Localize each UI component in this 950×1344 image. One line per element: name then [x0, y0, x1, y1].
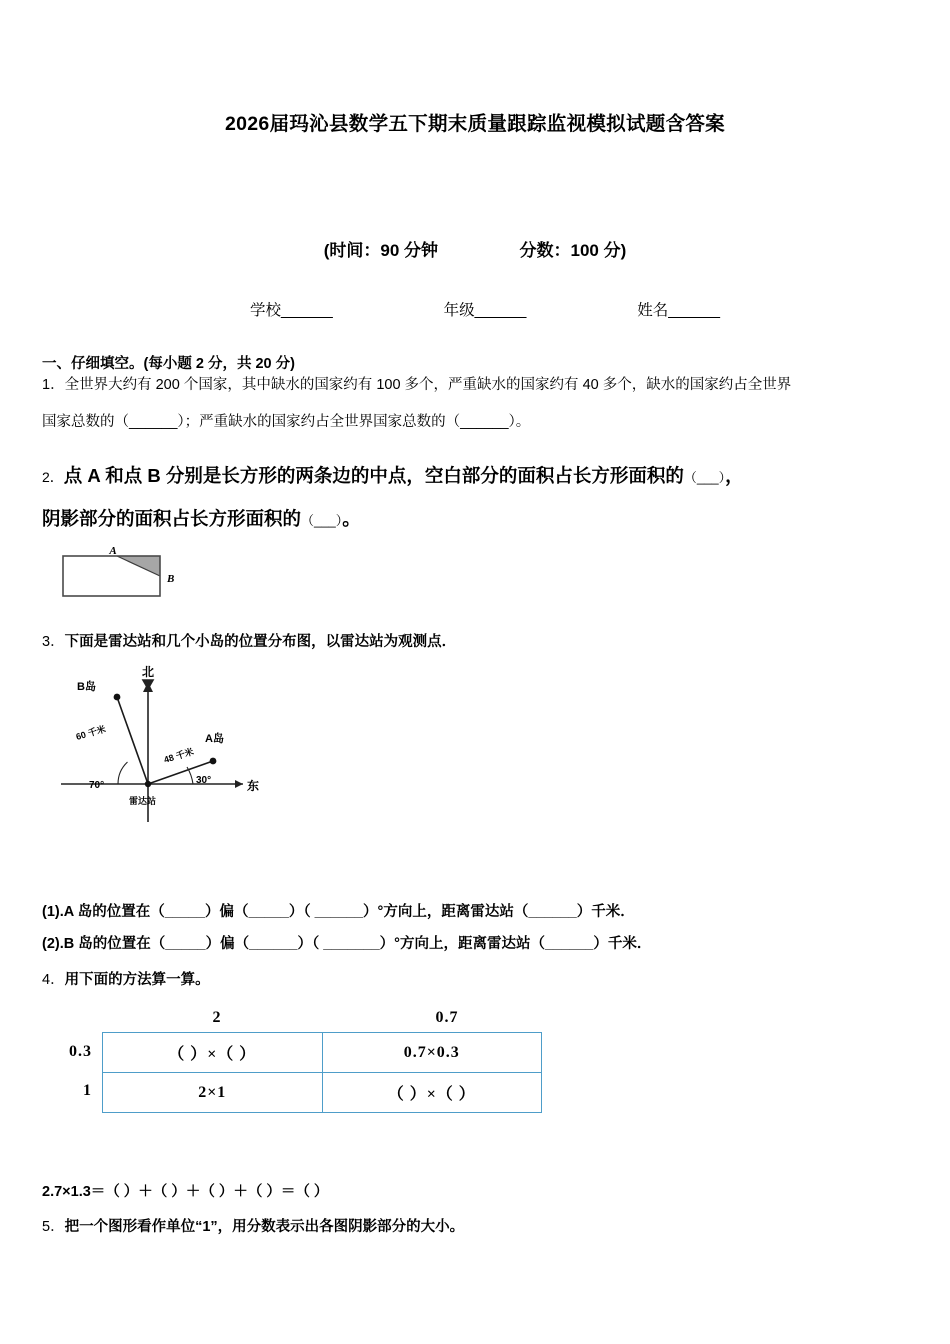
ray-to-island-b	[117, 697, 148, 784]
question-2-line-2	[42, 505, 361, 531]
table-row	[103, 1073, 542, 1113]
page-title: 2026届玛沁县数学五下期末质量跟踪监视模拟试题含答案	[225, 113, 725, 135]
question-3-prompt	[42, 630, 456, 651]
label-angle-b: 70°	[89, 780, 105, 791]
grid-cell-0-0[interactable]: （ ）×（ ）	[103, 1033, 323, 1073]
label-angle-a: 30°	[196, 775, 212, 786]
question-5-text: 把一个图形看作单位“1”，用分数表示出各图阴影部分的大小。	[64, 1219, 465, 1235]
table-row	[103, 1033, 542, 1073]
east-arrow-head	[235, 780, 243, 788]
question-4-number: 4．	[42, 972, 65, 988]
north-arrow-head	[143, 682, 153, 692]
exam-total-score: 分数：100 分)	[519, 241, 627, 260]
grid-body	[42, 1032, 562, 1113]
question-2-comma: ，	[725, 465, 744, 486]
question-2-blank-1[interactable]: （___）	[683, 470, 726, 485]
question-4-equation[interactable]: 2.7×1.3＝（ ）＋（ ）＋（ ）＋（ ）＝（ ）	[42, 1184, 329, 1200]
question-3-sub-2: (2).B 岛的位置在（_____）偏（______）（ _______）°方向上，距离雷达站（______）千米．	[42, 936, 652, 952]
question-3-number: 3．	[42, 634, 65, 650]
question-4-text: 用下面的方法算一算。	[64, 972, 210, 988]
grid-row-header-0: 0.3	[69, 1042, 92, 1060]
grid-cell-1-0[interactable]: 2×1	[103, 1073, 323, 1113]
label-east: 东	[247, 779, 260, 793]
question-2-blank-2[interactable]: （___）	[301, 513, 343, 528]
school-field[interactable]: 学校______	[250, 302, 333, 319]
label-island-b: B岛	[77, 681, 96, 693]
label-radar-station: 雷达站	[129, 796, 157, 806]
question-2-text-1: 点 A 和点 B 分别是长方形的两条边的中点，空白部分的面积占长方形面积的	[63, 465, 684, 486]
exam-duration: (时间：90 分钟	[323, 241, 439, 260]
grid-cell-1-1[interactable]: （ ）×（ ）	[322, 1073, 542, 1113]
grid-row-header-1: 1	[83, 1081, 92, 1099]
label-point-b: B	[167, 573, 175, 585]
label-island-a: A岛	[205, 733, 224, 745]
grid-column-headers	[102, 1004, 562, 1032]
grid-cell-0-1[interactable]: 0.7×0.3	[322, 1033, 542, 1073]
grid-column-header-0: 2	[212, 1009, 222, 1026]
compass-diagram-svg	[55, 662, 265, 827]
label-distance-a: 48 千米	[162, 746, 195, 765]
point-island-a	[210, 758, 217, 765]
figure-radar-station-islands	[55, 662, 265, 827]
identity-fields	[250, 298, 720, 320]
label-north: 北	[141, 665, 155, 679]
question-2-period: 。	[342, 508, 361, 529]
label-point-a: A	[109, 545, 117, 557]
point-radar-station	[145, 781, 151, 787]
question-2-number: 2．	[42, 469, 64, 485]
question-2-line-1	[42, 462, 744, 488]
multiplication-grid	[42, 1004, 562, 1113]
grid-row-headers	[42, 1032, 102, 1113]
name-field[interactable]: 姓名______	[637, 302, 720, 319]
question-5-prompt	[42, 1215, 464, 1236]
rectangle-figure-svg	[55, 545, 185, 606]
grade-field[interactable]: 年级______	[443, 302, 527, 319]
question-4-prompt	[42, 968, 210, 989]
question-1-line-1: 1．全世界大约有 200 个国家，其中缺水的国家约有 100 多个，严重缺水的国家约有 40 多个，缺水的国家约占全世界	[42, 377, 792, 393]
label-distance-b: 60 千米	[74, 723, 107, 742]
question-3-text: 下面是雷达站和几个小岛的位置分布图，以雷达站为观测点．	[64, 634, 457, 650]
multiplication-table	[102, 1032, 542, 1113]
question-5-number: 5．	[42, 1219, 65, 1235]
exam-meta-line	[0, 236, 950, 261]
question-1-line-2: 国家总数的（______）；严重缺水的国家约占全世界国家总数的（______）。	[42, 414, 531, 430]
figure-rectangle-shaded-triangle	[55, 545, 185, 606]
angle-arc-b	[118, 762, 128, 784]
question-2-text-2: 阴影部分的面积占长方形面积的	[42, 508, 302, 529]
section-heading-fill-in-blanks: 一、仔细填空。(每小题 2 分，共 20 分)	[42, 356, 295, 372]
grid-column-header-1: 0.7	[435, 1009, 459, 1026]
point-island-b	[114, 694, 121, 701]
question-3-sub-1: (1).A 岛的位置在（_____）偏（_____）（ ______）°方向上，距离雷达站（______）千米．	[42, 904, 635, 920]
